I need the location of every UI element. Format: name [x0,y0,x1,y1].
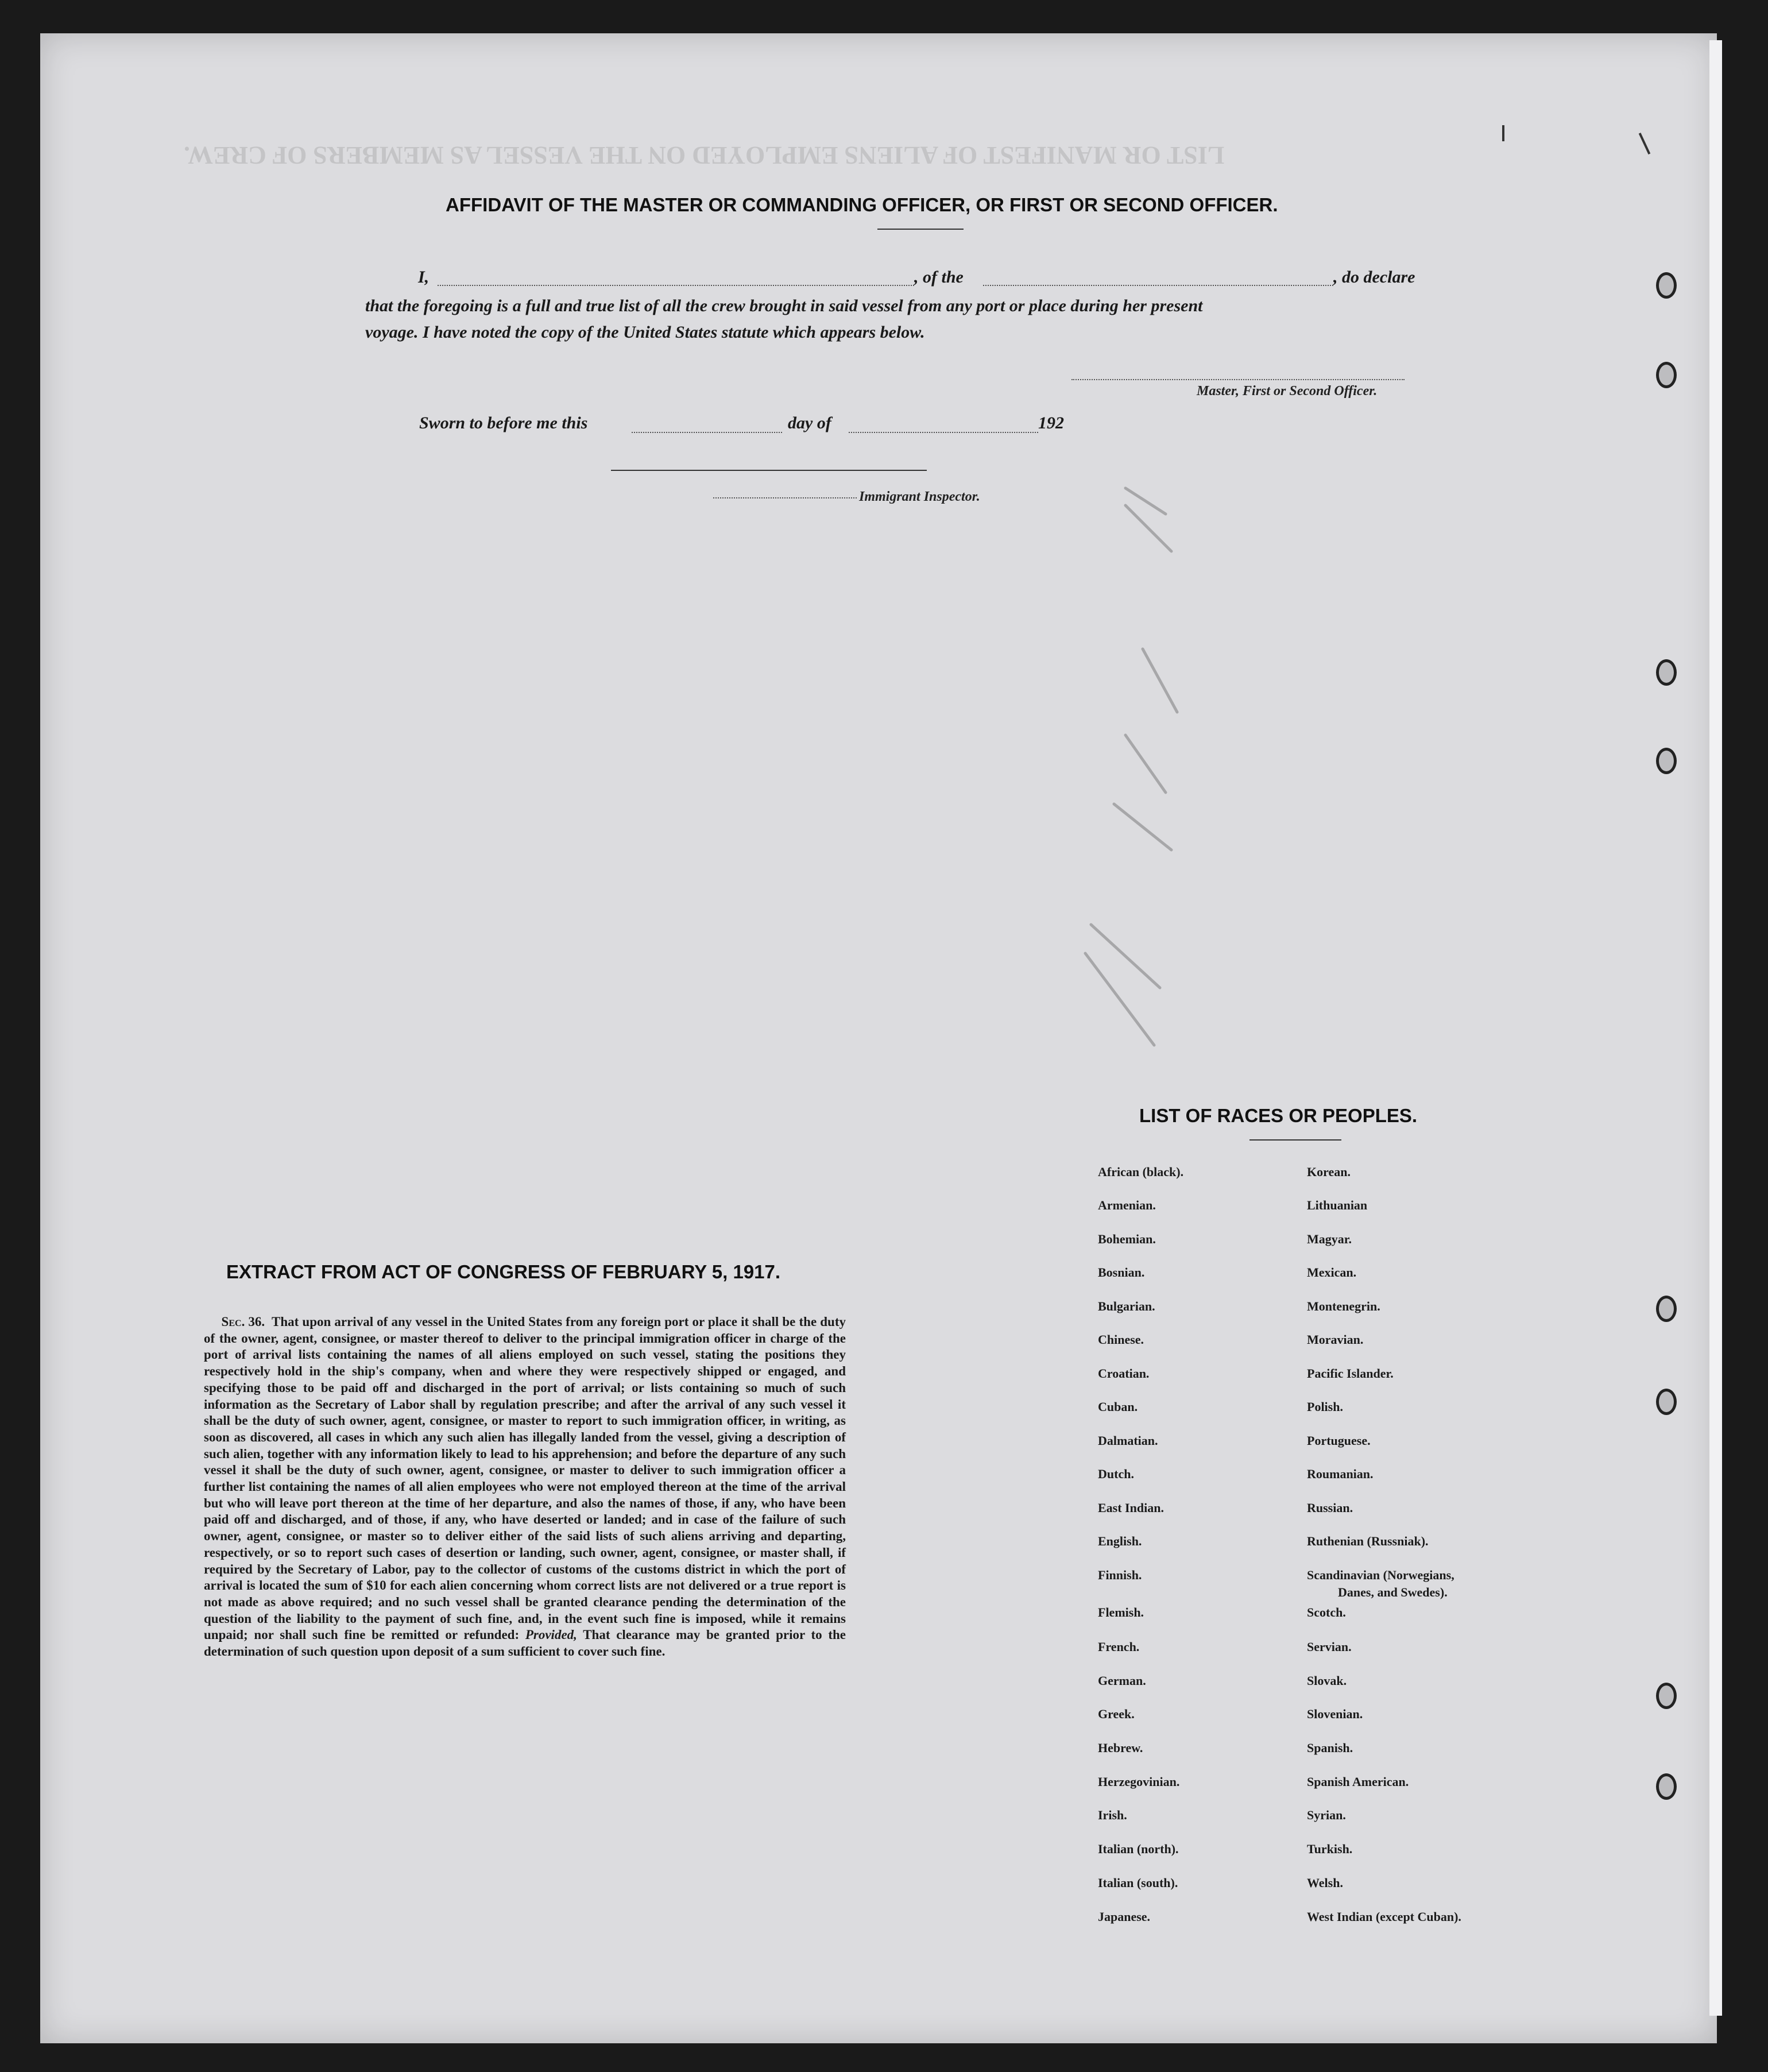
race-left: German. [1098,1673,1146,1688]
master-signature-blank[interactable] [1071,379,1405,380]
page-edge [1709,40,1722,2016]
race-left: Bohemian. [1098,1232,1156,1246]
extract-heading: EXTRACT FROM ACT OF CONGRESS OF FEBRUARY 5, 1917. [226,1261,781,1282]
race-right: Servian. [1307,1640,1352,1654]
race-left: Greek. [1098,1707,1135,1721]
race-left: French. [1098,1640,1140,1654]
race-right: Roumanian. [1307,1467,1374,1481]
races-heading: LIST OF RACES OR PEOPLES. [1139,1105,1418,1126]
race-right: Turkish. [1307,1842,1353,1856]
race-right: Slovak. [1307,1673,1347,1688]
race-right: Slovenian. [1307,1707,1363,1721]
race-left: Armenian. [1098,1198,1156,1212]
race-right: Montenegrin. [1307,1299,1380,1313]
race-right: Lithuanian [1307,1198,1368,1212]
race-right: Pacific Islander. [1307,1366,1394,1381]
inspector-signature-blank[interactable] [713,497,857,498]
affidavit-line1-end: , do declare [1333,268,1415,287]
race-left: Cuban. [1098,1400,1138,1414]
inspector-label: Immigrant Inspector. [859,489,980,504]
heading-underline [877,229,964,230]
race-left: Finnish. [1098,1568,1142,1582]
affidavit-line1-start: I, [418,268,430,287]
statute-section: Sec. 36. [221,1315,265,1329]
binder-hole [1656,362,1677,388]
race-left: Chinese. [1098,1332,1144,1347]
race-right: Magyar. [1307,1232,1352,1246]
race-right: Syrian. [1307,1808,1346,1822]
pen-mark [1502,125,1504,141]
race-right: Russian. [1307,1501,1353,1515]
affidavit-line3: voyage. I have noted the copy of the United States statute which appears below. [365,323,925,342]
race-left: English. [1098,1534,1142,1548]
race-right: Danes, and Swedes). [1338,1585,1448,1599]
binder-hole [1656,1683,1677,1709]
race-right: Polish. [1307,1400,1343,1414]
sworn-year: 192 [1038,413,1064,432]
binder-hole [1656,1773,1677,1800]
race-right: Mexican. [1307,1265,1357,1279]
affidavit-line2: that the foregoing is a full and true list of all the crew brought in said vessel from any port or place during her present [365,296,1203,315]
name-blank[interactable] [438,285,914,286]
race-right: Welsh. [1307,1876,1343,1890]
race-left: Bosnian. [1098,1265,1145,1279]
affidavit-line1-mid: , of the [914,268,964,287]
race-right: Spanish American. [1307,1775,1409,1789]
binder-hole [1656,748,1677,774]
race-right: Scandinavian (Norwegians, [1307,1568,1454,1582]
inspector-rule [611,470,927,471]
sworn-start: Sworn to before me this [419,413,588,432]
race-right: West Indian (except Cuban). [1307,1909,1461,1924]
statute-proviso-word: Provided, [525,1628,577,1642]
race-left: Japanese. [1098,1909,1151,1924]
races-heading-underline [1249,1139,1341,1141]
binder-hole [1656,1296,1677,1322]
race-left: Dutch. [1098,1467,1134,1481]
statute-body: That upon arrival of any vessel in the United States from any foreign port or place it shall be the duty of the owner, agent, consignee, or master thereof to deliver to the principal immigration officer in charge of the port of arrival lists containing the names of all aliens employed on such vessel, stating the positions they respectively hold in the ship's company, when and where they were respectively shipped or engaged, and specifying those to be paid off and discharged in the port of arrival; or lists containing so much of such information as the Secretary of Labor shall by regulation prescribe; and after the arrival of any such vessel it shall be the duty of such owner, agent, consignee, or master to report to such immigration officer, in writing, as soon as discovered, all cases in which any such alien has illegally landed from the vessel, giving a description of such alien, together with any information likely to lead to his apprehension; and before the departure of any such vessel it shall be the duty of such owner, agent, consignee, or master to deliver to such immigration officer a further list containing the names of all alien employees who were not employed thereon at the time of the arrival but who will leave port thereon at the time of her departure, and also the names of those, if any, who have been paid off and discharged, and of those, if any, who have deserted or landed; and in case of the failure of such owner, agent, consignee, or master so to deliver either of the said lists of such aliens arriving and departing, respectively, or so to report such cases of desertion or landing, such owner, agent, consignee, or master shall, if required by the Secretary of Labor, pay to the collector of customs of the customs district in which the port of arrival is located the sum of $10 for each alien concerning whom correct lists are not delivered or a true report is not made as above required; and no such vessel shall be granted clearance pending the determination of the question of the liability to the payment of such fine, and, in the event such fine is imposed, while it remains unpaid; nor shall such fine be remitted or refunded: [204,1315,846,1642]
master-signature-label: Master, First or Second Officer. [1197,384,1378,399]
sworn-month-blank[interactable] [849,432,1038,433]
race-left: Herzegovinian. [1098,1775,1180,1789]
statute-text [204,1314,846,1660]
race-right: Portuguese. [1307,1433,1371,1448]
race-left: East Indian. [1098,1501,1164,1515]
sworn-mid: day of [788,413,831,432]
vessel-blank[interactable] [983,285,1333,286]
race-left: Flemish. [1098,1605,1144,1619]
race-left: Italian (north). [1098,1842,1179,1856]
bleed-through-title: LIST OR MANIFEST OF ALIENS EMPLOYED ON THE VESSEL AS MEMBERS OF CREW. [184,141,1225,169]
binder-hole [1656,659,1677,686]
race-right: Moravian. [1307,1332,1364,1347]
race-left: African (black). [1098,1165,1184,1179]
race-left: Bulgarian. [1098,1299,1155,1313]
race-left: Dalmatian. [1098,1433,1158,1448]
race-left: Hebrew. [1098,1741,1143,1755]
statute-proviso: That clearance may be granted prior to the determination of such question upon deposit of a sum sufficient to cover such fine. [204,1628,846,1659]
race-right: Scotch. [1307,1605,1346,1619]
sworn-day-blank[interactable] [632,432,782,433]
affidavit-heading: AFFIDAVIT OF THE MASTER OR COMMANDING OFFICER, OR FIRST OR SECOND OFFICER. [446,194,1278,215]
binder-hole [1656,272,1677,299]
race-right: Korean. [1307,1165,1351,1179]
race-left: Croatian. [1098,1366,1150,1381]
race-left: Irish. [1098,1808,1127,1822]
race-right: Spanish. [1307,1741,1353,1755]
binder-hole [1656,1389,1677,1415]
race-right: Ruthenian (Russniak). [1307,1534,1429,1548]
race-left: Italian (south). [1098,1876,1178,1890]
